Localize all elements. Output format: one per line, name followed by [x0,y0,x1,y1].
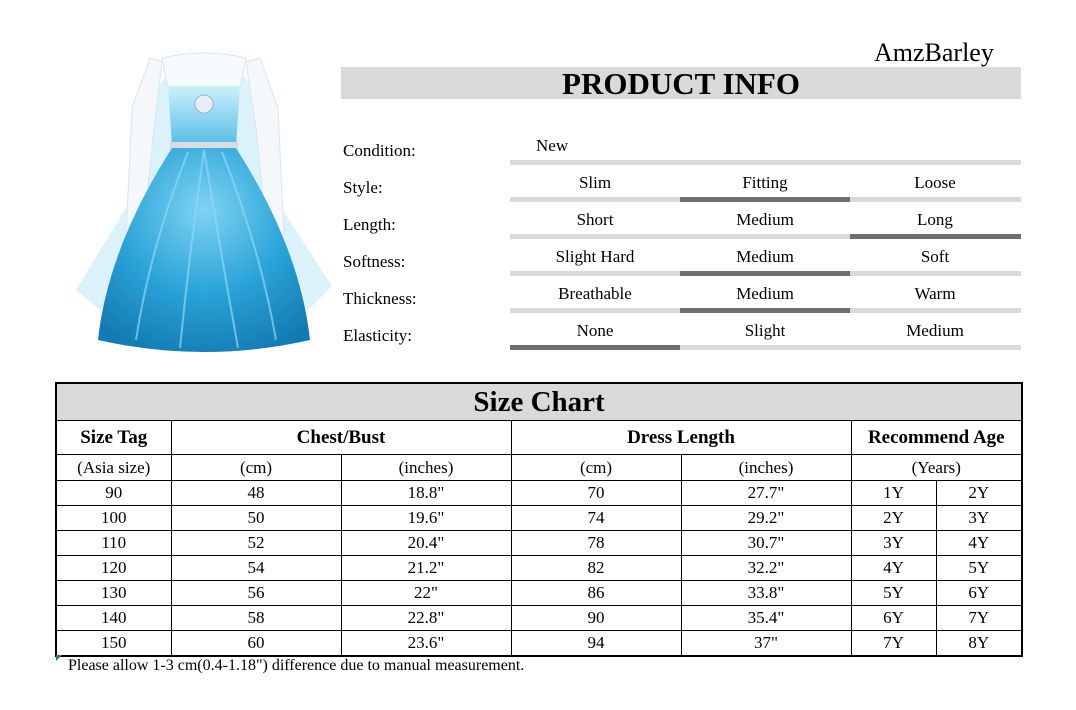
cell-size: 90 [56,481,171,506]
subheader-chest-cm: (cm) [171,455,341,481]
cell-length-cm: 94 [511,631,681,657]
cell-size: 110 [56,531,171,556]
size-chart-title: Size Chart [56,383,1022,421]
cell-age-max: 6Y [936,581,1022,606]
cell-length-inches: 33.8" [681,581,851,606]
cell-chest-cm: 56 [171,581,341,606]
attribute-option: Long [917,210,953,229]
attribute-option: None [576,321,614,340]
cell-chest-inches: 21.2" [341,556,511,581]
option-bar [850,197,1021,202]
condition-line [510,160,1021,165]
table-row [56,506,1022,531]
cell-chest-inches: 18.8" [341,481,511,506]
brand-name: AmzBarley [874,38,994,67]
cell-size: 150 [56,631,171,657]
cell-chest-inches: 19.6" [341,506,511,531]
cell-age-min: 3Y [851,531,936,556]
cell-chest-cm: 48 [171,481,341,506]
attribute-option: Loose [914,173,956,192]
cell-chest-inches: 23.6" [341,631,511,657]
cell-length-cm: 86 [511,581,681,606]
option-bar [850,345,1021,350]
subheader-length-cm: (cm) [511,455,681,481]
cell-size: 140 [56,606,171,631]
product-info-title: PRODUCT INFO [341,67,1021,99]
attribute-label: Thickness: [343,289,417,308]
cell-chest-inches: 22" [341,581,511,606]
cell-chest-cm: 60 [171,631,341,657]
attribute-option: Soft [920,247,950,266]
option-bar-selected [680,308,850,313]
attribute-option: Fitting [742,173,788,192]
cell-length-inches: 37" [681,631,851,657]
cell-age-max: 8Y [936,631,1022,657]
cell-chest-cm: 58 [171,606,341,631]
header-recommend-age: Recommend Age [851,421,1022,455]
cell-age-min: 4Y [851,556,936,581]
note-marker [56,655,62,661]
option-bar [850,271,1021,276]
header-chest: Chest/Bust [171,421,511,455]
option-bar-selected [850,234,1021,239]
cell-age-max: 3Y [936,506,1022,531]
option-bar [510,308,680,313]
cell-age-max: 5Y [936,556,1022,581]
subheader-chest-inches: (inches) [341,455,511,481]
attribute-option: Warm [914,284,956,303]
cell-length-cm: 82 [511,556,681,581]
cell-chest-cm: 54 [171,556,341,581]
option-bar-selected [680,271,850,276]
option-bar [680,234,850,239]
option-bar [850,308,1021,313]
option-bar [510,234,680,239]
attribute-label: Length: [343,215,396,234]
table-row [56,556,1022,581]
cell-size: 130 [56,581,171,606]
cell-length-cm: 90 [511,606,681,631]
subheader-length-inches: (inches) [681,455,851,481]
attribute-label: Softness: [343,252,406,271]
cell-age-min: 5Y [851,581,936,606]
cell-chest-cm: 50 [171,506,341,531]
cell-length-inches: 27.7" [681,481,851,506]
cell-size: 120 [56,556,171,581]
cell-size: 100 [56,506,171,531]
cell-chest-cm: 52 [171,531,341,556]
header-dress-length: Dress Length [511,421,851,455]
condition-value: New [536,136,569,155]
attribute-option: Breathable [558,284,632,303]
attribute-option: Medium [906,321,964,340]
cell-age-max: 2Y [936,481,1022,506]
cell-age-min: 1Y [851,481,936,506]
table-row [56,606,1022,631]
cell-age-max: 4Y [936,531,1022,556]
attribute-label: Elasticity: [343,326,412,345]
cell-chest-inches: 20.4" [341,531,511,556]
cell-chest-inches: 22.8" [341,606,511,631]
cell-age-max: 7Y [936,606,1022,631]
header-size-tag: Size Tag [56,421,171,455]
cell-length-inches: 32.2" [681,556,851,581]
attribute-option: Medium [736,284,794,303]
cell-length-cm: 74 [511,506,681,531]
attribute-option: Medium [736,247,794,266]
measurement-note: Please allow 1-3 cm(0.4-1.18") difference due to manual measurement. [68,657,525,674]
size-chart-table [55,382,1023,657]
attribute-option: Short [576,210,614,229]
option-bar [510,197,680,202]
cell-age-min: 2Y [851,506,936,531]
dress-image [70,48,338,360]
attribute-label: Style: [343,178,383,197]
cell-age-min: 7Y [851,631,936,657]
attribute-option: Medium [736,210,794,229]
cell-length-inches: 35.4" [681,606,851,631]
cell-length-cm: 70 [511,481,681,506]
option-bar-selected [680,197,850,202]
table-row [56,581,1022,606]
option-bar [510,271,680,276]
attribute-option: Slight Hard [555,247,635,266]
subheader-asia-size: (Asia size) [56,455,171,481]
cell-length-cm: 78 [511,531,681,556]
table-row [56,481,1022,506]
attribute-option: Slight [744,321,786,340]
cell-length-inches: 30.7" [681,531,851,556]
option-bar [680,345,850,350]
cell-age-min: 6Y [851,606,936,631]
attribute-option: Slim [578,173,612,192]
condition-label: Condition: [343,141,416,160]
table-row [56,531,1022,556]
cell-length-inches: 29.2" [681,506,851,531]
table-row [56,631,1022,657]
subheader-years: (Years) [851,455,1022,481]
option-bar-selected [510,345,680,350]
